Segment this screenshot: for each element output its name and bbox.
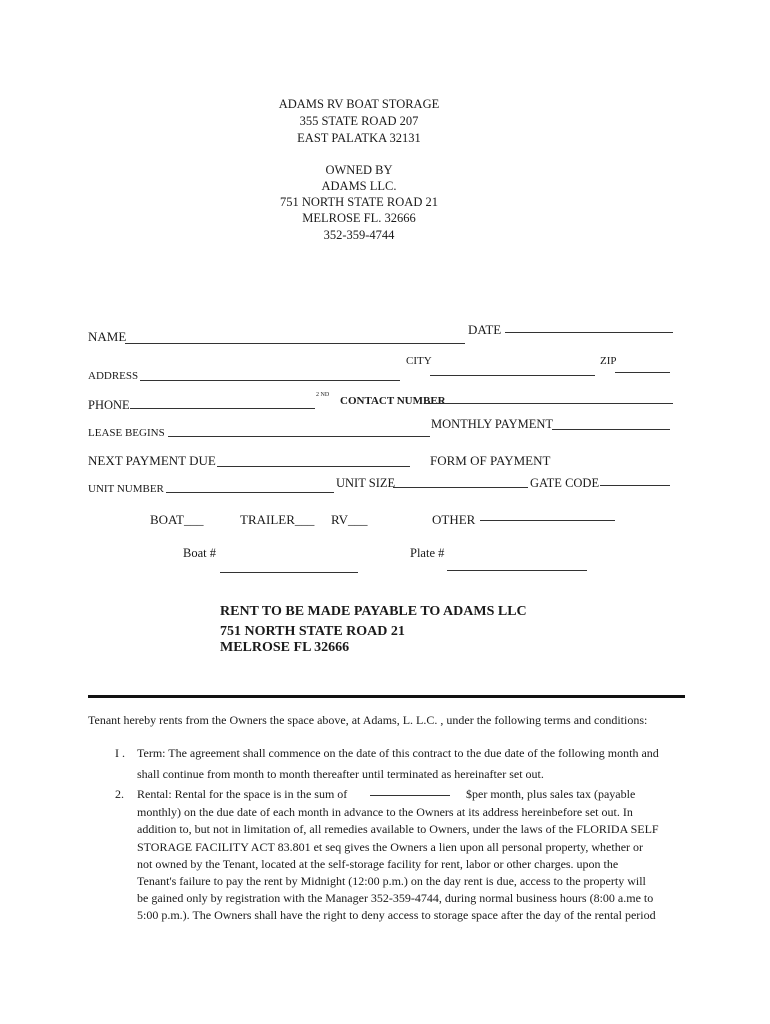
zip-label: ZIP xyxy=(600,355,617,367)
term2-line8: 5:00 p.m.). The Owners shall have the right to deny access to storage space after the day of the rental period xyxy=(137,908,656,922)
payable-to-line3: MELROSE FL 32666 xyxy=(220,640,350,655)
terms-intro: Tenant hereby rents from the Owners the space above, at Adams, L. L.C. , under the following terms and conditions: xyxy=(88,713,648,727)
other-label: OTHER xyxy=(432,512,476,527)
owner-address: 751 NORTH STATE ROAD 21 xyxy=(280,195,438,209)
term2-line1a: Rental: Rental for the space is in the sum of xyxy=(137,787,348,801)
payable-to-line2: 751 NORTH STATE ROAD 21 xyxy=(220,624,405,639)
rent-amount-field-line[interactable] xyxy=(370,795,450,796)
name-label: NAME xyxy=(88,329,127,344)
unit-number-field-line[interactable] xyxy=(166,492,334,493)
payable-to-line1: RENT TO BE MADE PAYABLE TO ADAMS LLC xyxy=(220,604,527,619)
name-field-line[interactable] xyxy=(125,343,465,344)
address-field-line[interactable] xyxy=(140,380,400,381)
term2-line2: monthly) on the due date of each month in advance to the Owners at its address hereinbefore set out. In xyxy=(137,805,633,819)
monthly-payment-field-line[interactable] xyxy=(552,429,670,430)
term2-line1b: $per month, plus sales tax (payable xyxy=(466,787,636,801)
boat-number-label: Boat # xyxy=(183,546,216,560)
owned-by-label: OWNED BY xyxy=(325,163,393,177)
lease-begins-field-line[interactable] xyxy=(168,436,430,437)
term2-line7: be gained only by registration with the Manager 352-359-4744, during normal business hours (8:00 a.me to xyxy=(137,891,654,905)
plate-number-field-line[interactable] xyxy=(447,570,587,571)
owner-name: ADAMS LLC. xyxy=(321,179,397,193)
business-name: ADAMS RV BOAT STORAGE xyxy=(278,97,440,111)
owner-city: MELROSE FL. 32666 xyxy=(302,211,416,225)
term2-line5: not owned by the Tenant, located at the self-storage facility for rent, labor or other charges. upon the xyxy=(137,857,619,871)
term1-line2: shall continue from month to month thereafter until terminated as hereinafter set out. xyxy=(137,767,544,781)
form-of-payment-label: FORM OF PAYMENT xyxy=(430,453,551,468)
term2-number: 2. xyxy=(115,787,124,801)
monthly-payment-label: MONTHLY PAYMENT xyxy=(431,417,554,431)
rv-checkbox-label[interactable]: RV___ xyxy=(331,512,368,527)
term2-line4: STORAGE FACILITY ACT 83.801 et seq gives the Owners a lien upon all personal property, whether or xyxy=(137,840,644,854)
term2-line3: addition to, but not in limitation of, all remedies available to Owners, under the laws of the FLORIDA SELF xyxy=(137,822,659,836)
section-divider xyxy=(88,695,685,698)
contact-number-field-line[interactable] xyxy=(425,403,673,404)
city-field-line[interactable] xyxy=(430,375,595,376)
phone-label: PHONE xyxy=(88,398,130,412)
date-field-line[interactable] xyxy=(505,332,673,333)
trailer-checkbox-label[interactable]: TRAILER___ xyxy=(240,512,315,527)
second-superscript: 2 ND xyxy=(316,392,330,398)
lease-begins-label: LEASE BEGINS xyxy=(88,427,165,439)
unit-size-field-line[interactable] xyxy=(393,487,528,488)
business-city: EAST PALATKA 32131 xyxy=(297,131,421,145)
business-address: 355 STATE ROAD 207 xyxy=(299,114,419,128)
city-label: CITY xyxy=(406,355,432,367)
date-label: DATE xyxy=(468,322,502,337)
unit-number-label: UNIT NUMBER xyxy=(88,483,164,495)
other-field-line[interactable] xyxy=(480,520,615,521)
term1-number: I . xyxy=(115,746,125,760)
next-payment-due-label: NEXT PAYMENT DUE xyxy=(88,453,216,468)
unit-size-label: UNIT SIZE xyxy=(336,476,396,490)
zip-field-line[interactable] xyxy=(615,372,670,373)
owner-phone: 352-359-4744 xyxy=(323,228,395,242)
boat-number-field-line[interactable] xyxy=(220,572,358,573)
next-payment-due-field-line[interactable] xyxy=(217,466,410,467)
phone-field-line[interactable] xyxy=(130,408,315,409)
gate-code-label: GATE CODE xyxy=(530,476,600,490)
gate-code-field-line[interactable] xyxy=(600,485,670,486)
term1-line1: Term: The agreement shall commence on the date of this contract to the due date of the following month and xyxy=(137,746,659,760)
contact-number-label: CONTACT NUMBER xyxy=(340,395,446,407)
boat-checkbox-label[interactable]: BOAT___ xyxy=(150,512,204,527)
address-label: ADDRESS xyxy=(88,370,139,382)
plate-number-label: Plate # xyxy=(410,546,445,560)
term2-line6: Tenant's failure to pay the rent by Midnight (12:00 p.m.) on the day rent is due, access to the property will xyxy=(137,874,646,888)
